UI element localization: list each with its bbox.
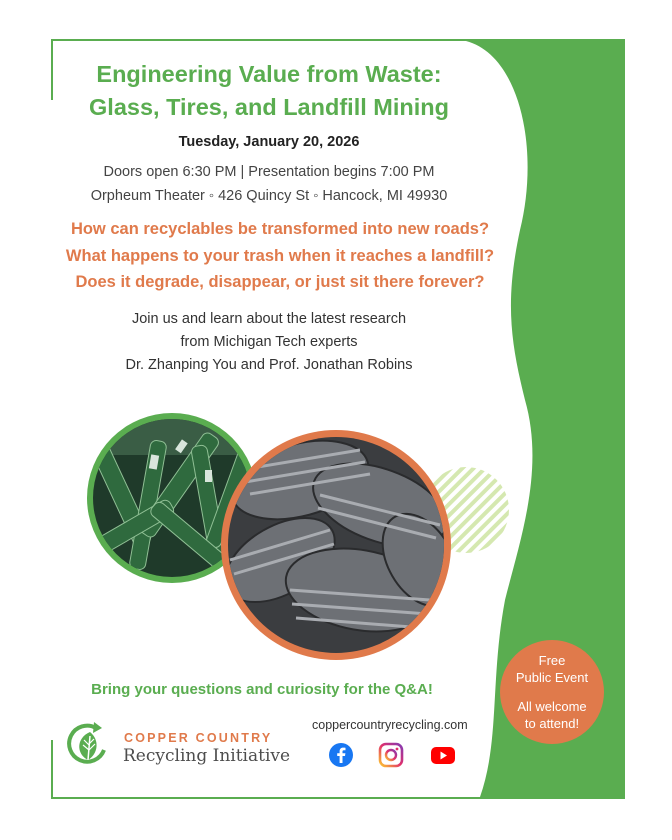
intro-text [52, 308, 486, 377]
recycling-leaf-logo-icon [66, 720, 110, 768]
badge-line: Free [538, 653, 566, 668]
intro-line: Join us and learn about the latest research [131, 311, 407, 327]
youtube-icon[interactable] [430, 742, 456, 768]
event-times: Doors open 6:30 PM | Presentation begins 7:00 PM [103, 164, 435, 180]
badge-line: Public Event [515, 670, 589, 685]
event-title [52, 58, 486, 124]
intro-line: from Michigan Tech experts [180, 334, 358, 350]
question-item: What happens to your trash when it reaches a landfill? [65, 246, 495, 265]
title-line: Glass, Tires, and Landfill Mining [89, 94, 449, 120]
badge-line: to attend! [524, 716, 580, 731]
qa-call-to-action: Bring your questions and curiosity for the Q&A! [91, 681, 433, 698]
question-list [30, 216, 530, 296]
question-item: How can recyclables be transformed into new roads? [70, 220, 490, 238]
org-name-bottom: Recycling Initiative [123, 746, 291, 766]
title-line: Engineering Value from Waste: [96, 61, 442, 87]
org-name-top: COPPER COUNTRY [124, 731, 273, 745]
facebook-icon[interactable] [328, 742, 354, 768]
event-date: Tuesday, January 20, 2026 [178, 134, 360, 150]
website-link[interactable]: coppercountryrecycling.com [312, 718, 468, 732]
question-item: Does it degrade, disappear, or just sit there forever? [75, 273, 485, 291]
event-location: Orpheum Theater ◦ 426 Quincy St ◦ Hancock, MI 49930 [90, 188, 448, 204]
instagram-icon[interactable] [378, 742, 404, 768]
badge-line: All welcome [517, 699, 587, 714]
free-event-badge [500, 640, 604, 744]
intro-line: Dr. Zhanping You and Prof. Jonathan Robins [125, 357, 413, 373]
